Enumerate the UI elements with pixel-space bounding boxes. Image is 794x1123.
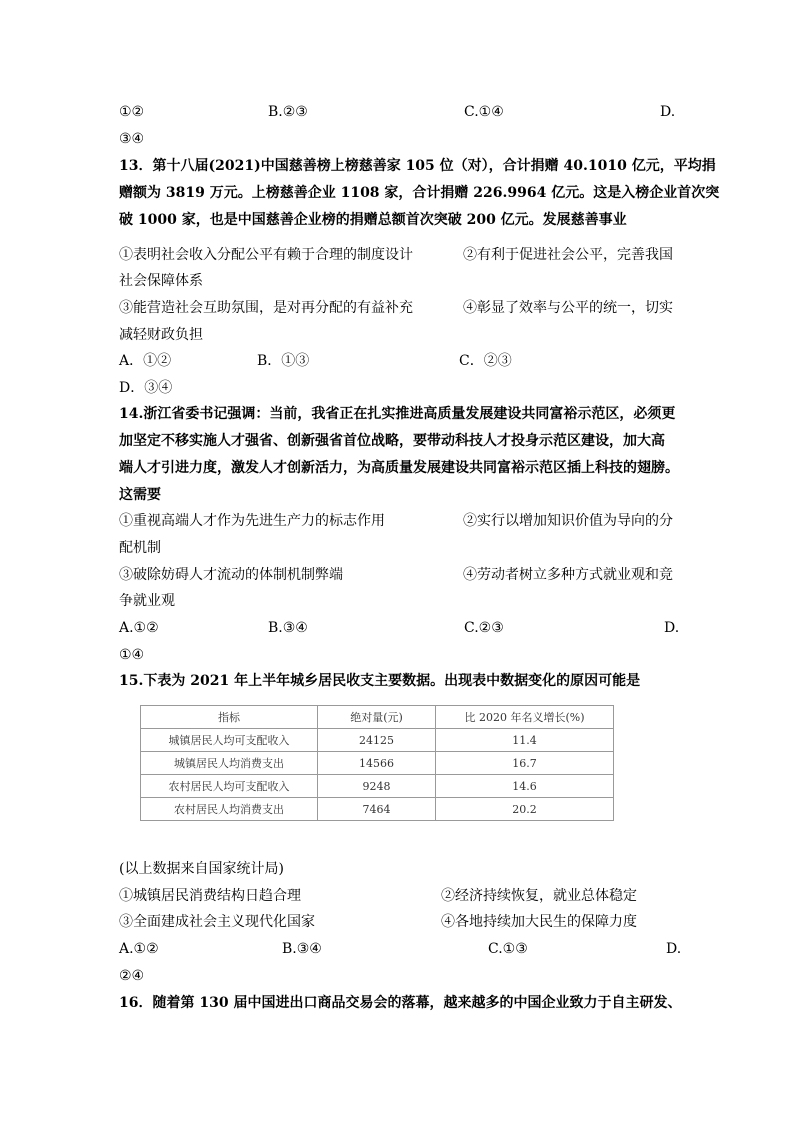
q12-option-a: ①②: [119, 104, 145, 120]
q13-item-2: ②有利于促进社会公平，完善我国: [463, 247, 673, 263]
q15-item-1: ①城镇居民消费结构日趋合理: [119, 888, 301, 904]
q15-options: [119, 939, 682, 959]
q14-item-4: ④劳动者树立多种方式就业观和竞: [463, 567, 673, 583]
q15-item-4: ④各地持续加大民生的保障力度: [441, 914, 637, 930]
q14-option-a: A.①②: [119, 620, 159, 636]
q15-option-c: C.①③: [488, 941, 528, 957]
q14-options: [119, 618, 679, 638]
table-cell-growth: 14.6: [436, 775, 614, 798]
q13-stem-line-3: 破 1000 家，也是中国慈善企业榜的捐赠总额首次突破 200 亿元。发展慈善事业: [119, 212, 627, 228]
q12-option-b: B.②③: [268, 104, 308, 120]
q14-item-1: ①重视高端人才作为先进生产力的标志作用: [119, 513, 385, 529]
table-cell-indicator: 城镇居民人均可支配收入: [141, 729, 318, 752]
table-row: [141, 729, 614, 752]
table-header-absolute: 绝对量(元): [318, 706, 436, 729]
q15-item-3: ③全面建成社会主义现代化国家: [119, 914, 315, 930]
q13-options: [119, 351, 679, 371]
q14-stem-line-1: 14.浙江省委书记强调：当前，我省正在扎实推进高质量发展建设共同富裕示范区，必须更: [119, 406, 676, 422]
table-cell-indicator: 城镇居民人均消费支出: [141, 752, 318, 775]
table-cell-growth: 16.7: [436, 752, 614, 775]
q13-item-4-wrap: 减轻财政负担: [119, 327, 203, 343]
q13-option-b: B．①③: [257, 353, 310, 369]
q14-option-c: C.②③: [464, 620, 504, 636]
table-cell-absolute: 7464: [318, 798, 436, 821]
q16-stem: 16．随着第 130 届中国进出口商品交易会的落幕，越来越多的中国企业致力于自主研发、: [119, 995, 682, 1011]
q13-item-3: ③能营造社会互助氛围，是对再分配的有益补充: [119, 300, 413, 316]
q14-item-2-wrap: 配机制: [119, 540, 161, 556]
q14-stem-line-4: 这需要: [119, 487, 161, 503]
q13-option-a: A．①②: [119, 353, 172, 369]
table-cell-indicator: 农村居民人均消费支出: [141, 798, 318, 821]
q15-option-d-content: ②④: [119, 968, 145, 984]
table-row: [141, 798, 614, 821]
q14-item-4-wrap: 争就业观: [119, 593, 175, 609]
q15-source-note: (以上数据来自国家统计局): [119, 861, 284, 877]
q13-item-1: ①表明社会收入分配公平有赖于合理的制度设计: [119, 247, 413, 263]
q15-stem: 15.下表为 2021 年上半年城乡居民收支主要数据。出现表中数据变化的原因可能是: [119, 673, 641, 689]
q15-option-d: D.: [666, 941, 682, 957]
table-cell-absolute: 9248: [318, 775, 436, 798]
q12-option-d-content: ③④: [119, 131, 145, 147]
q12-option-d: D.: [660, 104, 676, 120]
table-header-row: [141, 706, 614, 729]
income-expenditure-table: [140, 705, 614, 821]
table-row: [141, 775, 614, 798]
q13-option-c: C．②③: [459, 353, 512, 369]
q15-item-2: ②经济持续恢复，就业总体稳定: [441, 888, 637, 904]
table-cell-growth: 20.2: [436, 798, 614, 821]
table-cell-indicator: 农村居民人均可支配收入: [141, 775, 318, 798]
table-cell-absolute: 24125: [318, 729, 436, 752]
q14-option-b: B.③④: [268, 620, 308, 636]
q13-stem-line-2: 赠额为 3819 万元。上榜慈善企业 1108 家，合计捐赠 226.9964 亿元。这是入榜企业首次突: [119, 185, 720, 201]
q13-stem-line-1: 13．第十八届(2021)中国慈善榜上榜慈善家 105 位（对），合计捐赠 40.1010 亿元，平均捐: [119, 158, 716, 174]
table-header-indicator: 指标: [141, 706, 318, 729]
q12-option-c: C.①④: [464, 104, 504, 120]
table-cell-growth: 11.4: [436, 729, 614, 752]
q14-stem-line-3: 端人才引进力度，激发人才创新活力，为高质量发展建设共同富裕示范区插上科技的翅膀。: [119, 460, 679, 476]
q15-option-b: B.③④: [282, 941, 322, 957]
q14-stem-line-2: 加坚定不移实施人才强省、创新强省首位战略，要带动科技人才投身示范区建设，加大高: [119, 433, 665, 449]
table-row: [141, 752, 614, 775]
q14-option-d: D.: [664, 620, 680, 636]
q12-options: [119, 102, 679, 122]
q14-option-d-content: ①④: [119, 647, 145, 663]
table-header-growth: 比 2020 年名义增长(%): [436, 706, 614, 729]
q13-option-d: D．③④: [119, 380, 173, 396]
q15-option-a: A.①②: [119, 941, 159, 957]
q14-item-3: ③破除妨碍人才流动的体制机制弊端: [119, 567, 343, 583]
q14-item-2: ②实行以增加知识价值为导向的分: [463, 513, 673, 529]
table-cell-absolute: 14566: [318, 752, 436, 775]
q13-item-4: ④彰显了效率与公平的统一，切实: [463, 300, 673, 316]
q13-item-2-wrap: 社会保障体系: [119, 273, 203, 289]
